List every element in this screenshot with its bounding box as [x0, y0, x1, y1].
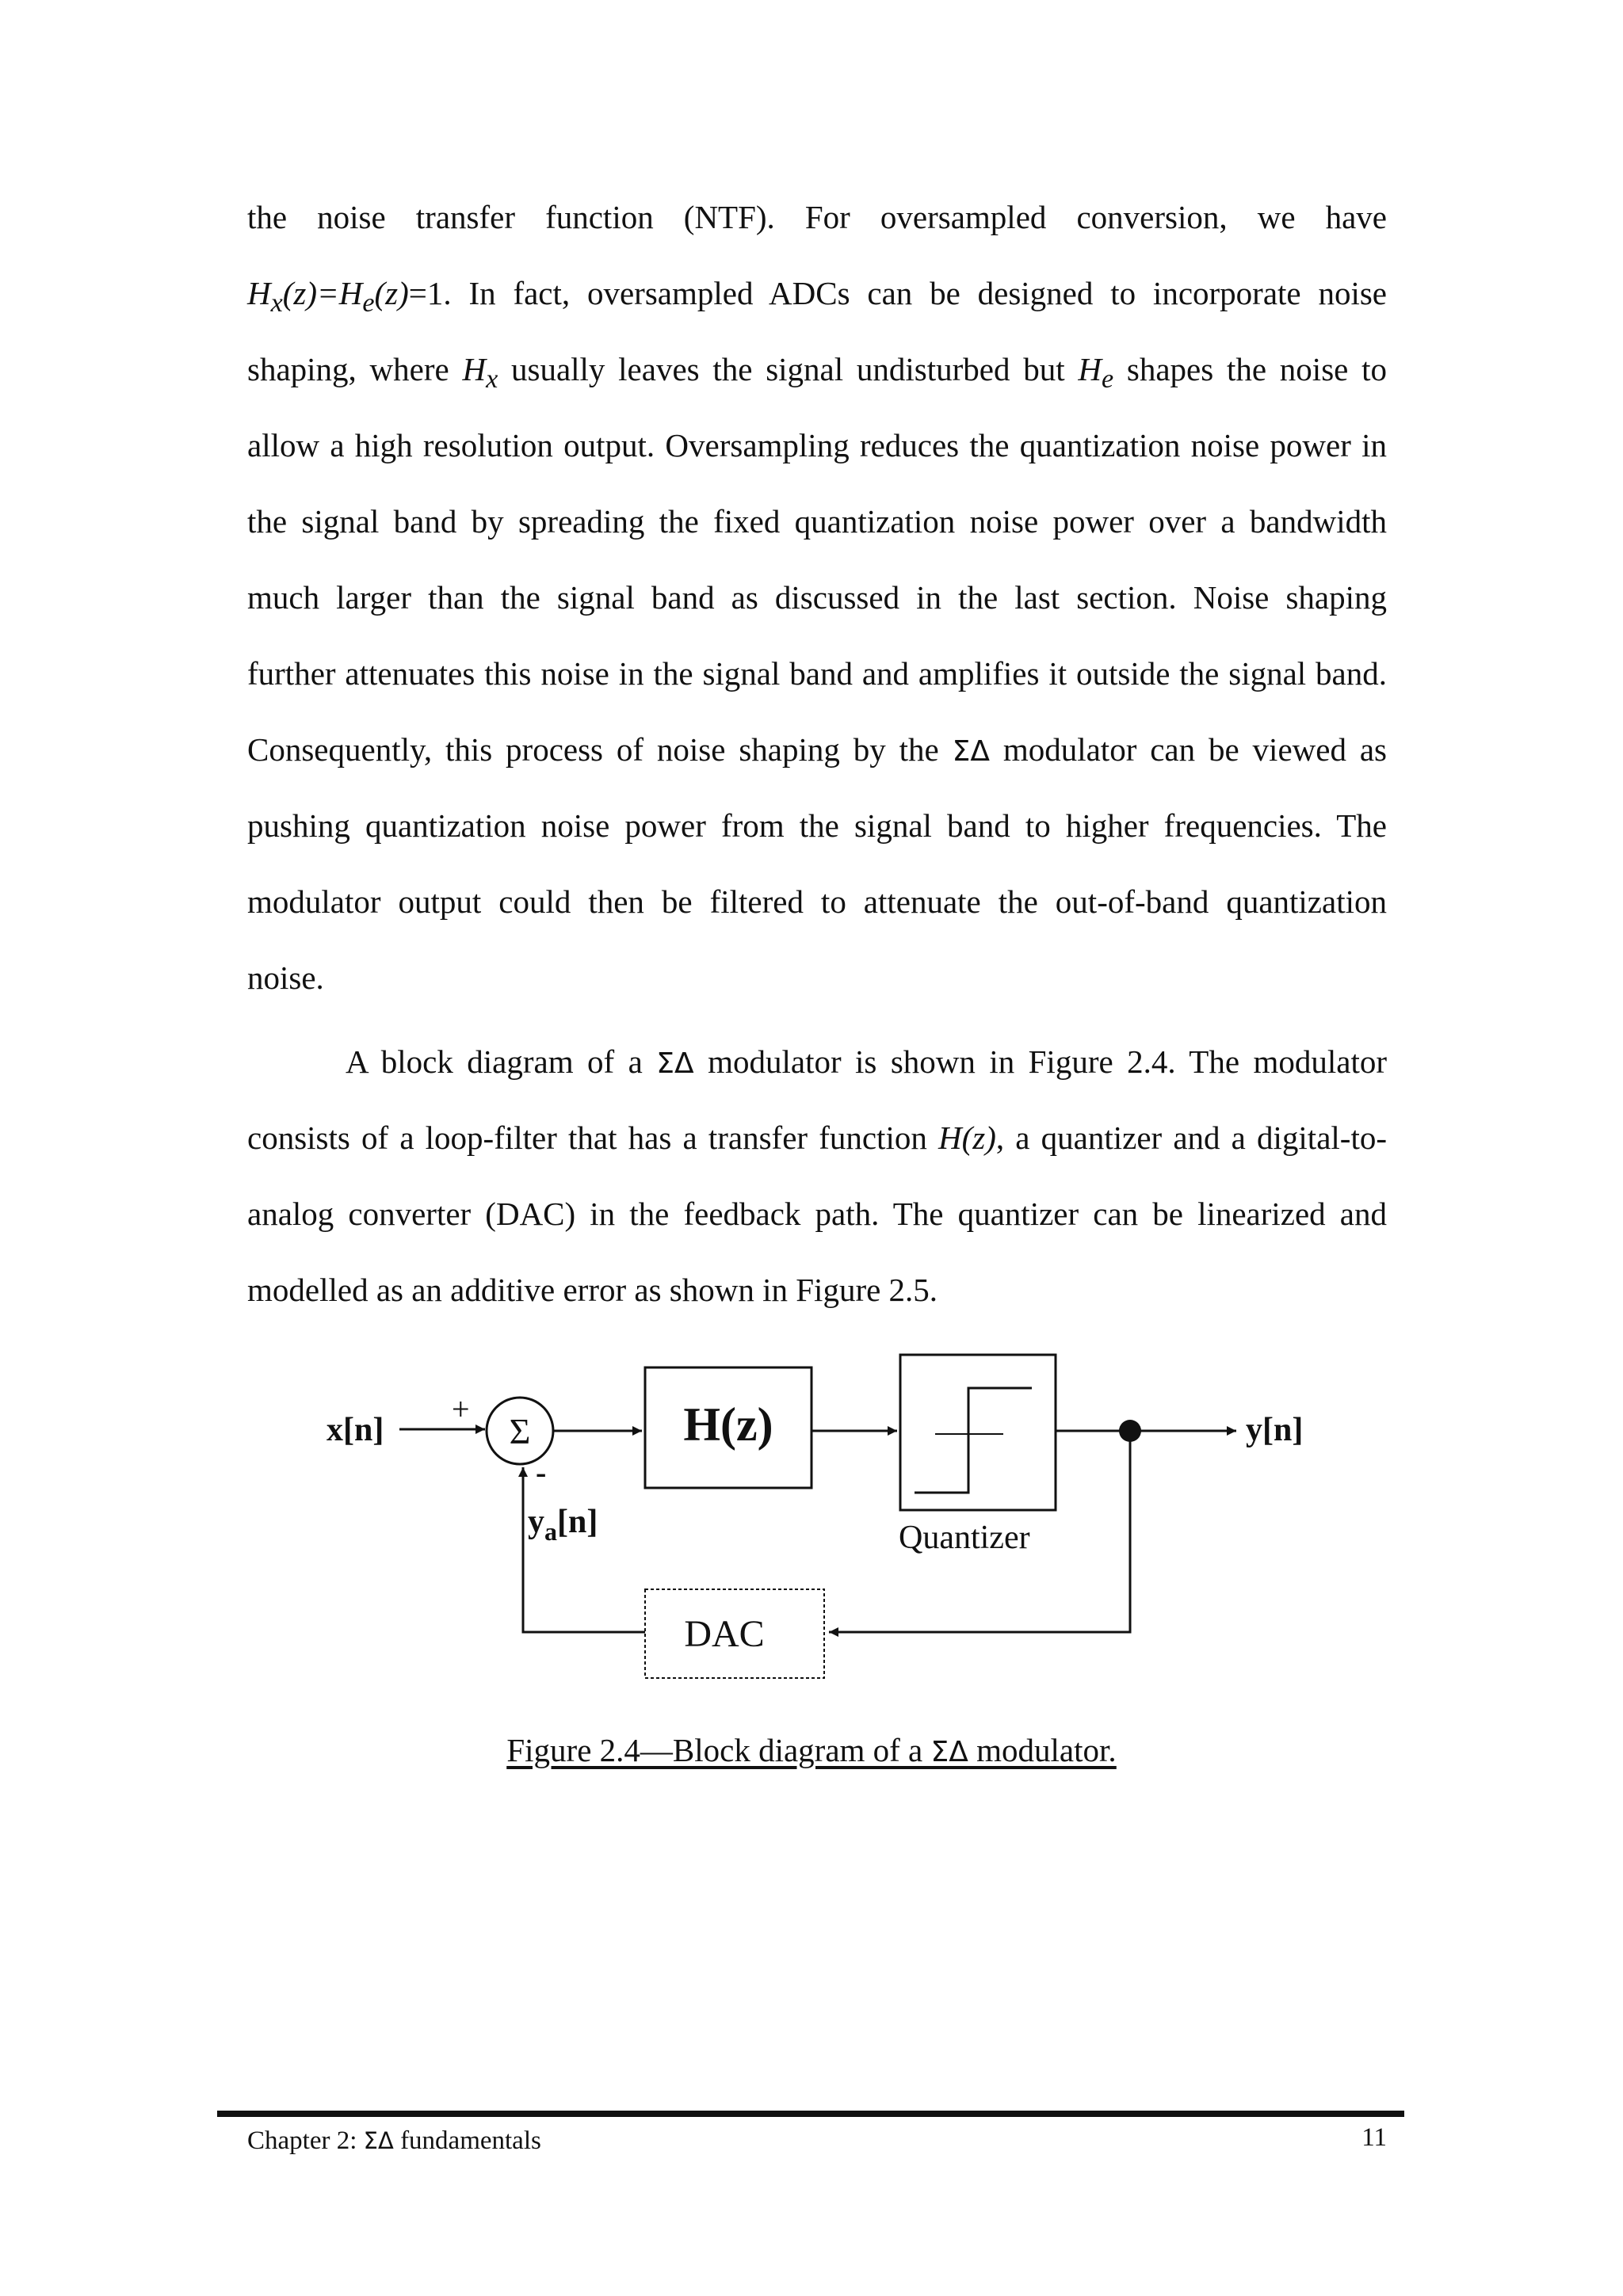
sigma-delta-symbol: ΣΔ: [930, 1736, 968, 1768]
plus-sign: +: [452, 1391, 470, 1427]
dac-block: [645, 1589, 824, 1678]
math-symbol: H: [247, 275, 271, 311]
text-line: modulator output could then be filtered to attenuate the out-of-band quantization: [247, 883, 1387, 920]
paragraph-ntf: [247, 179, 1387, 1016]
math-symbol: H: [1078, 351, 1102, 387]
sigma-delta-symbol: ΣΔ: [656, 1047, 694, 1080]
feedback-label: [528, 1504, 598, 1546]
feedback-label-sub: a: [544, 1517, 557, 1546]
feedback-label-index: [n]: [557, 1504, 598, 1540]
text-line: [247, 331, 1387, 407]
text-line: modelled as an additive error as shown in Figure 2.5.: [247, 1272, 938, 1308]
summing-junction: [487, 1398, 553, 1464]
text-run: Consequently, this process of noise shaping by the: [247, 731, 953, 768]
text-line: [247, 1100, 1387, 1176]
text-line: much larger than the signal band as discussed in the last section. Noise shaping: [247, 579, 1387, 616]
text-run: =1. In fact, oversampled ADCs can be designed to incorporate noise: [408, 275, 1387, 311]
sigma-delta-symbol: ΣΔ: [952, 735, 990, 768]
math-symbol: H(z): [938, 1119, 996, 1156]
sum-symbol: Σ: [509, 1411, 531, 1451]
quantizer-block: [900, 1355, 1056, 1510]
text-run: modulator is shown in Figure 2.4. The modulator: [693, 1043, 1387, 1080]
text-run: A block diagram of a: [346, 1043, 657, 1080]
quantizer-step-icon: [915, 1388, 1032, 1493]
math-subscript: e: [1101, 364, 1114, 395]
text-line: further attenuates this noise in the signal band and amplifies it outside the signal band.: [247, 655, 1387, 692]
text-run: shapes the noise to: [1113, 351, 1387, 387]
caption-text: Figure 2.4—Block diagram of a: [506, 1732, 931, 1768]
math-symbol: (z)=H: [282, 275, 363, 311]
text-line: the noise transfer function (NTF). For oversampled conversion, we have: [247, 199, 1387, 235]
text-line: analog converter (DAC) in the feedback path. The quantizer can be linearized and: [247, 1196, 1387, 1232]
footer-text: fundamentals: [393, 2126, 541, 2155]
math-subscript: e: [362, 288, 375, 318]
text-line: allow a high resolution output. Oversampling reduces the quantization noise power in: [247, 427, 1387, 463]
math-subscript: x: [486, 364, 498, 395]
input-label: x[n]: [327, 1412, 384, 1448]
text-line: the signal band by spreading the fixed quantization noise power over a bandwidth: [247, 503, 1387, 540]
caption-text: modulator.: [968, 1732, 1117, 1768]
footer-rule: [217, 2111, 1404, 2117]
branch-node: [1119, 1420, 1141, 1442]
text-line: [247, 1024, 1387, 1100]
paragraph-block-diagram: [247, 1024, 1387, 1328]
feedback-path-to-dac: [829, 1431, 1130, 1632]
text-run: , a quantizer and a digital-to-: [995, 1119, 1387, 1156]
text-run: shaping, where: [247, 351, 463, 387]
text-line: noise.: [247, 959, 324, 996]
math-symbol: (z): [374, 275, 409, 311]
figure-caption: [0, 1730, 1623, 1772]
quantizer-label: Quantizer: [899, 1520, 1030, 1556]
dac-label: DAC: [684, 1613, 765, 1655]
feedback-path-to-sum: [523, 1467, 645, 1632]
text-line: pushing quantization noise power from the signal band to higher frequencies. The: [247, 807, 1387, 844]
text-run: consists of a loop-filter that has a transfer function: [247, 1119, 938, 1156]
footer-chapter: [247, 2123, 541, 2158]
sigma-delta-symbol: ΣΔ: [363, 2127, 394, 2154]
text-run: usually leaves the signal undisturbed but: [498, 351, 1079, 387]
footer-text: Chapter 2:: [247, 2126, 364, 2155]
page-number: 11: [1361, 2123, 1387, 2152]
math-symbol: H: [462, 351, 487, 387]
text-run: modulator can be viewed as: [989, 731, 1387, 768]
text-line: [247, 255, 1387, 331]
output-label: y[n]: [1246, 1412, 1304, 1448]
minus-sign: -: [536, 1455, 547, 1490]
math-subscript: x: [270, 288, 283, 318]
loop-filter-block: [645, 1367, 812, 1488]
loop-filter-label: H(z): [683, 1398, 773, 1451]
feedback-label-main: y: [528, 1504, 544, 1540]
text-line: [247, 711, 1387, 788]
